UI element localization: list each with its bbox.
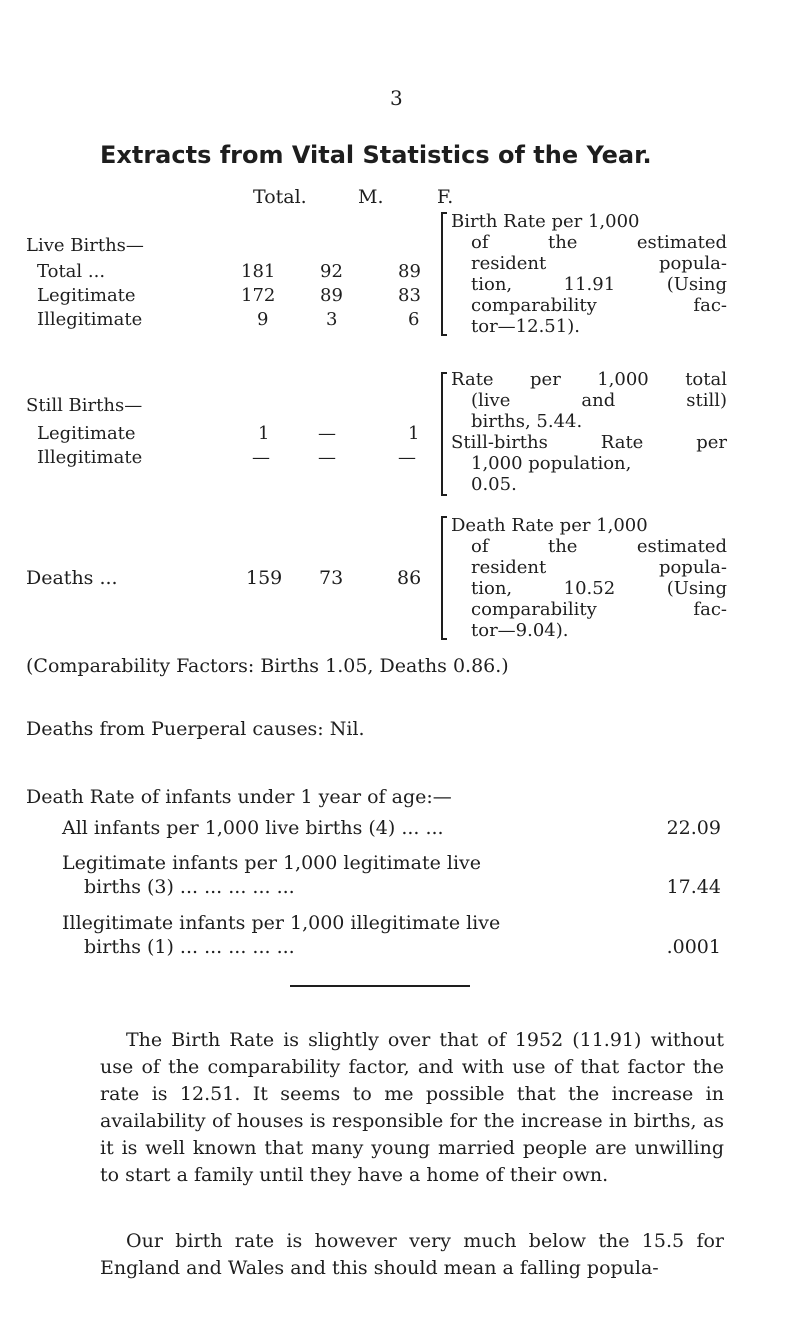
cell-total: 159 xyxy=(246,567,283,589)
body-paragraph: Our birth rate is however very much below the 15.5 for England and Wales and this should mean a falling popula- xyxy=(100,1230,724,1279)
cell-female: — xyxy=(398,447,416,468)
note-line: 1,000 population, xyxy=(471,453,632,474)
note-line: births, 5.44. xyxy=(471,411,583,432)
note-line: of the estimated xyxy=(471,232,727,253)
still-births-heading: Still Births— xyxy=(26,395,143,416)
infant-row-label: All infants per 1,000 live births (4) ... ... xyxy=(62,817,444,839)
divider xyxy=(290,985,470,987)
header-total: Total. xyxy=(253,186,307,208)
note-line: tor—12.51). xyxy=(471,316,580,337)
note-line: resident popula- xyxy=(471,253,727,274)
row-label: Legitimate xyxy=(37,423,136,444)
bracket xyxy=(441,372,443,496)
cell-male: — xyxy=(318,447,336,468)
header-female: F. xyxy=(437,186,454,208)
puerperal-deaths: Deaths from Puerperal causes: Nil. xyxy=(26,718,365,740)
infant-heading: Death Rate of infants under 1 year of age:— xyxy=(26,786,452,808)
infant-row-value: .0001 xyxy=(666,936,721,958)
note-line: Birth Rate per 1,000 xyxy=(451,211,640,232)
cell-female: 86 xyxy=(397,567,422,589)
infant-row-label: Legitimate infants per 1,000 legitimate live xyxy=(62,852,482,874)
cell-female: 83 xyxy=(398,285,421,306)
page-title: Extracts from Vital Statistics of the Year. xyxy=(100,141,652,169)
note-line: resident popula- xyxy=(471,557,727,578)
note-line: Death Rate per 1,000 xyxy=(451,515,648,536)
note-line: tor—9.04). xyxy=(471,620,569,641)
infant-row-label: births (3) ... ... ... ... ... xyxy=(84,876,295,898)
cell-female: 1 xyxy=(408,423,420,444)
birth-rate-note xyxy=(451,211,727,337)
header-male: M. xyxy=(358,186,384,208)
live-births-heading: Live Births— xyxy=(26,235,144,256)
cell-total: 181 xyxy=(241,261,276,282)
infant-row-label: births (1) ... ... ... ... ... xyxy=(84,936,295,958)
note-line: comparability fac- xyxy=(471,295,727,316)
still-birth-rate-note xyxy=(451,369,727,495)
page-number: 3 xyxy=(390,86,403,110)
row-label: Illegitimate xyxy=(37,309,143,330)
row-label: Total ... xyxy=(37,261,106,282)
bracket xyxy=(441,212,443,336)
cell-male: 92 xyxy=(320,261,343,282)
death-rate-note xyxy=(451,515,727,641)
note-line: comparability fac- xyxy=(471,599,727,620)
infant-row-value: 17.44 xyxy=(666,876,721,898)
bracket xyxy=(441,516,443,640)
note-line: Rate per 1,000 total xyxy=(451,369,727,390)
comparability-factors: (Comparability Factors: Births 1.05, Deaths 0.86.) xyxy=(26,655,509,677)
note-line: 0.05. xyxy=(471,474,517,495)
body-paragraph: The Birth Rate is slightly over that of 1952 (11.91) without use of the comparability factor, and with use of that factor the rate is 12.51. It seems to me possible that the increase in availability of houses is responsible for the increase in births, as it is well known that many young married people are unwilling to start a family until they have a home of their own. xyxy=(100,1029,724,1186)
infant-row-label: Illegitimate infants per 1,000 illegitimate live xyxy=(62,912,501,934)
note-line: of the estimated xyxy=(471,536,727,557)
cell-male: 89 xyxy=(320,285,343,306)
cell-female: 6 xyxy=(408,309,420,330)
note-line: tion, 11.91 (Using xyxy=(471,274,727,295)
cell-male: — xyxy=(318,423,336,444)
cell-male: 73 xyxy=(319,567,344,589)
cell-male: 3 xyxy=(326,309,338,330)
row-label: Deaths ... xyxy=(26,567,118,589)
cell-female: 89 xyxy=(398,261,421,282)
note-line: Still-births Rate per xyxy=(451,432,727,453)
row-label: Legitimate xyxy=(37,285,136,306)
cell-total: 9 xyxy=(257,309,269,330)
note-line: (live and still) xyxy=(471,390,727,411)
cell-total: 172 xyxy=(241,285,276,306)
cell-total: 1 xyxy=(258,423,270,444)
note-line: tion, 10.52 (Using xyxy=(471,578,727,599)
row-label: Illegitimate xyxy=(37,447,143,468)
cell-total: — xyxy=(252,447,270,468)
infant-row-value: 22.09 xyxy=(666,817,721,839)
